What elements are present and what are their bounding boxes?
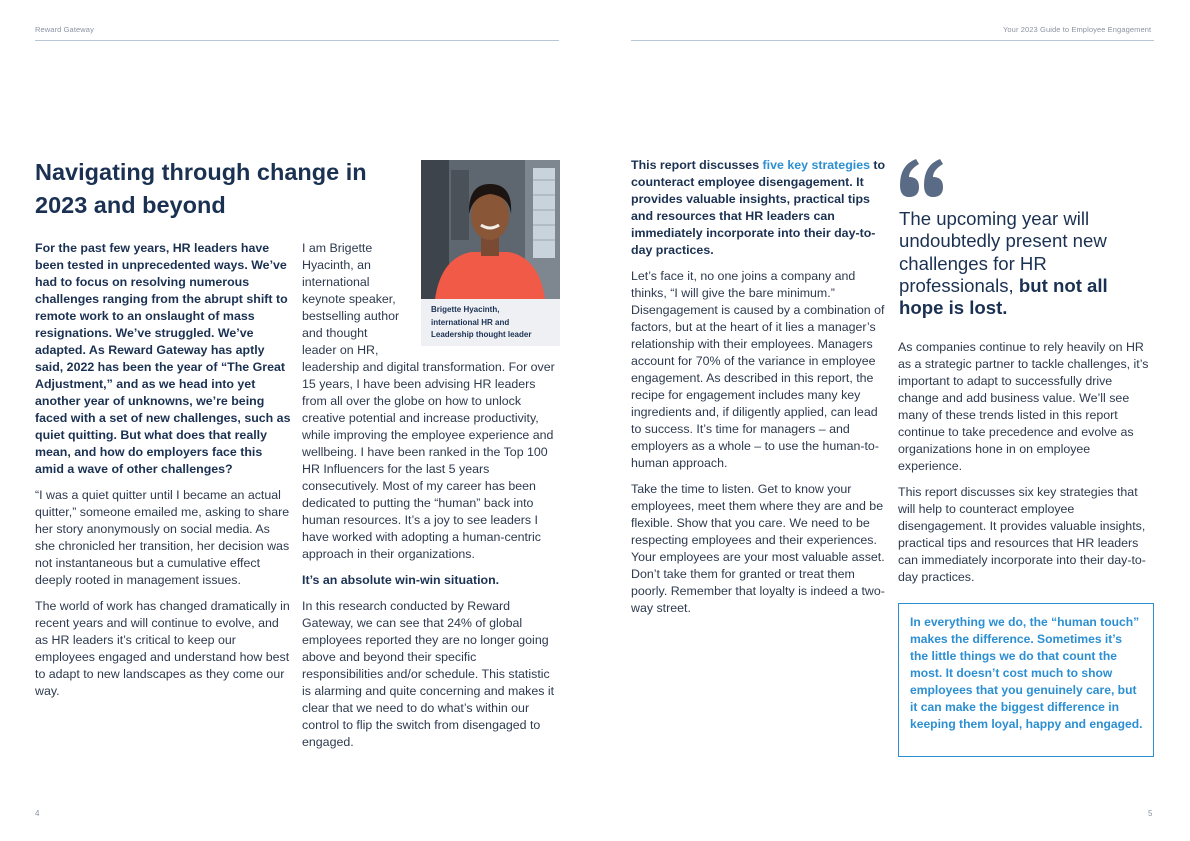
right-column-1 (631, 157, 889, 626)
report-intro (631, 157, 889, 259)
bio-line: bestselling author (302, 309, 400, 323)
listen-paragraph: Take the time to listen. Get to know your employees, meet them where they are and be flexible. Show that you care. We need to be respecting employees and their experiences. Your employees are your most valuable asset. Don’t take them for granted or treat them poorly. Remember that loyalty is indeed a two-way street. (631, 482, 885, 615)
caption-role: international HR and Leadership thought leader (431, 317, 532, 339)
right-column-2 (898, 339, 1156, 595)
win-win-line: It’s an absolute win-win situation. (302, 573, 500, 587)
page-number-right: 5 (1148, 809, 1153, 818)
world-of-work-paragraph: The world of work has changed dramatically in recent years and will continue to evolve, and as HR leaders it’s critical to keep our employees engaged and understand how best to adapt to new landscapes as they come our way. (35, 599, 290, 698)
running-header-right: Your 2023 Guide to Employee Engagement (1003, 25, 1152, 34)
running-header-left: Reward Gateway (35, 25, 94, 34)
pull-quote (899, 208, 1149, 319)
author-photo (421, 160, 560, 346)
bio-line: and thought (302, 326, 368, 340)
pull-quote-main: The upcoming year will undoubtedly present new challenges for HR professionals, (899, 208, 1107, 296)
bio-line: keynote speaker, (302, 292, 396, 306)
report-intro-prefix: This report discusses (631, 158, 763, 172)
intro-paragraph: For the past few years, HR leaders have been tested in unprecedented ways. We’ve had to focus on resolving numerous challenges ranging from the abrupt shift to remote work to an onslaught of mass resignations. We’ve struggled. We’ve adapted. As Reward Gateway has aptly said, 2022 has been the year of “The Great Adjustment,” and as we head into yet another year of unknowns, we’re being faced with a set of new challenges, such as quiet quitting. But what does that really mean, and how do employers face this amid a wave of other challenges? (35, 241, 291, 476)
bio-line: Hyacinth, an (302, 258, 371, 272)
quote-mark-icon (898, 157, 948, 199)
pull-quote-bold: but not all hope is lost. (899, 274, 1108, 319)
page-number-left: 4 (35, 809, 40, 818)
left-column-1 (35, 240, 293, 709)
six-strategies-paragraph: This report discusses six key strategies that will help to counteract employee disengagement. It provides valuable insights, practical tips and resources that HR leaders can immediately incorporate into their day-to-day practices. (898, 485, 1146, 584)
photo-caption (421, 299, 560, 342)
research-paragraph: In this research conducted by Reward Gateway, we can see that 24% of global employees reported they are no longer going above and beyond their specific responsibilities and/or schedule. This statistic is alarming and quite concerning and makes it clear that we need to do what’s within our control to flip the switch from disengaged to engaged. (302, 599, 555, 749)
header-rule-right (631, 40, 1154, 41)
bare-minimum-paragraph: Let’s face it, no one joins a company and thinks, “I will give the bare minimum.” Disengagement is caused by a combination of factors, but at the heart of it lies a manager’s relationship with their employees. Managers account for 70% of the variance in employee engagement. As described in this report, the recipe for engagement includes many key ingredients and, if diligently applied, can lead to success. It’s time for managers – and employers as a whole – to use the human-to-human approach. (631, 269, 885, 470)
strategic-partner-paragraph: As companies continue to rely heavily on HR as a strategic partner to tackle challenges, it’s important to adapt to successfully drive change and add business value. We’ll see many of these trends listed in this report continue to take precedence and evolve as organizations hone in on employee experience. (898, 340, 1149, 473)
author-bio-rest: leadership and digital transformation. For over 15 years, I have been advising HR leaders from all over the globe on how to unlock creative potential and increase productivity, while improving the employee experience and wellbeing. I have been ranked in the Top 100 HR Influencers for the last 5 years consecutively. Most of my career has been dedicated to putting the “human” back into human resources. It’s a joy to see leaders I have worked with adopting a human-centric approach in their organizations. (302, 360, 555, 561)
bio-line: international (302, 275, 370, 289)
callout-box: In everything we do, the “human touch” makes the difference. Sometimes it’s the little things we do that count the most. It doesn’t cost much to show employees that you genuinely care, but it can make the biggest difference in keeping them loyal, happy and engaged. (898, 603, 1154, 757)
bio-line: I am Brigette (302, 241, 373, 255)
page-title: Navigating through change in 2023 and beyond (35, 159, 367, 218)
caption-name: Brigette Hyacinth, (431, 305, 500, 314)
report-intro-highlight: five key strategies (762, 158, 870, 172)
quiet-quitter-paragraph: “I was a quiet quitter until I became an actual quitter,” someone emailed me, asking to share her story anonymously on social media. As she chronicled her transition, her decision was not instantaneous but a cumulative effect deeply rooted in management issues. (35, 488, 290, 587)
bio-line: leader on HR, (302, 343, 379, 357)
portrait-illustration (421, 160, 560, 299)
report-intro-suffix: to counteract employee disengagement. It provides valuable insights, practical tips and resources that HR leaders can immediately incorporate into their day-to-day practices. (631, 158, 886, 257)
header-rule-left (35, 40, 559, 41)
